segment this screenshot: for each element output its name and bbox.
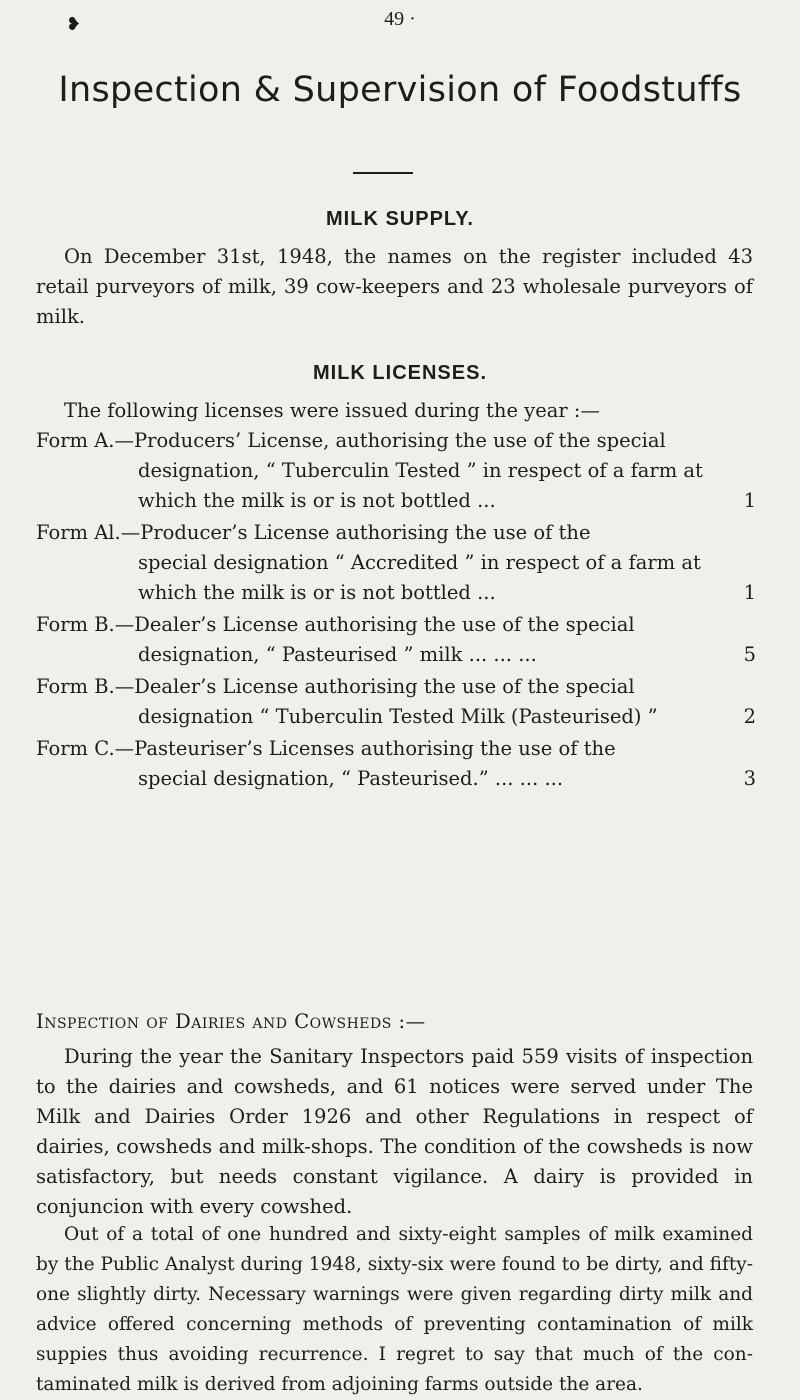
license-form-label: Form C.— [36, 737, 135, 760]
milk-supply-title: MILK SUPPLY. [326, 208, 474, 230]
page-heading: Inspection & Supervision of Foodstuffs [58, 70, 742, 110]
milk-supply-paragraph: On December 31st, 1948, the names on the register included 43 retail purveyors of milk, 39 cow-keepers and 23 wholesale purveyors of milk. [36, 245, 753, 328]
milk-licenses-intro: The following licenses were issued during the year :— [64, 399, 600, 422]
license-form-label: Form B.— [36, 613, 135, 636]
inspection-paragraph-2: Out of a total of one hundred and sixty-eight samples of milk examined by the Public Analyst during 1948, sixty-six were found to be dirty, and fifty-one slightly dirty. Necessary warnings were given regarding dirty milk and advice offered concerning methods of preventing contamination of milk suppies thus avoiding recurrence. I regret to say that much of the contaminated milk is derived from adjoining farms outside the area. [36, 1224, 753, 1395]
license-list [36, 426, 756, 796]
license-item [36, 672, 756, 732]
license-item [36, 518, 756, 608]
license-count: 5 [743, 643, 756, 666]
license-item [36, 734, 756, 794]
license-form-label: Form Al.— [36, 521, 141, 544]
milk-licenses-title: MILK LICENSES. [312, 362, 487, 384]
license-text-rest: designation “ Tuberculin Tested Milk (Pasteurised) ” [138, 705, 658, 728]
license-text-first: Dealer’s License authorising the use of the special [134, 675, 635, 698]
license-item [36, 426, 756, 516]
license-text-rest: special designation “ Accredited ” in respect of a farm at which the milk is or is not bottled ... [138, 551, 701, 604]
inspection-heading: Inspection of Dairies and Cowsheds :— [36, 1010, 426, 1033]
license-form-label: Form A.— [36, 429, 134, 452]
license-count: 3 [743, 767, 756, 790]
license-text-rest: designation, “ Tuberculin Tested ” in respect of a farm at which the milk is or is not bottled ... [138, 459, 703, 512]
inspection-paragraph-1: During the year the Sanitary Inspectors paid 559 visits of inspection to the dairies and cowsheds, and 61 notices were served under The Milk and Dairies Order 1926 and other Regulations in respect of dairies, cowsheds and milk-shops. The condition of the cowsheds is now satisfactory, but needs constant vigilance. A dairy is provided in conjuncion with every cowshed. [36, 1045, 753, 1218]
license-text-first: Pasteuriser’s Licenses authorising the use of the [134, 737, 616, 760]
license-text-rest: designation, “ Pasteurised ” milk ... ... ... [138, 643, 537, 666]
license-count: 1 [743, 489, 756, 512]
license-text-first: Producer’s License authorising the use of the [140, 521, 591, 544]
license-text-rest: special designation, “ Pasteurised.” ... ... ... [138, 767, 564, 790]
license-item [36, 610, 756, 670]
license-count: 2 [743, 705, 756, 728]
license-form-label: Form B.— [36, 675, 135, 698]
license-count: 1 [743, 581, 756, 604]
license-text-first: Dealer’s License authorising the use of the special [134, 613, 635, 636]
license-text-first: Producers’ License, authorising the use of the special [134, 429, 666, 452]
page-number: 49 · [384, 8, 416, 30]
margin-mark: ❥ [66, 14, 82, 35]
heading-rule [353, 172, 413, 174]
